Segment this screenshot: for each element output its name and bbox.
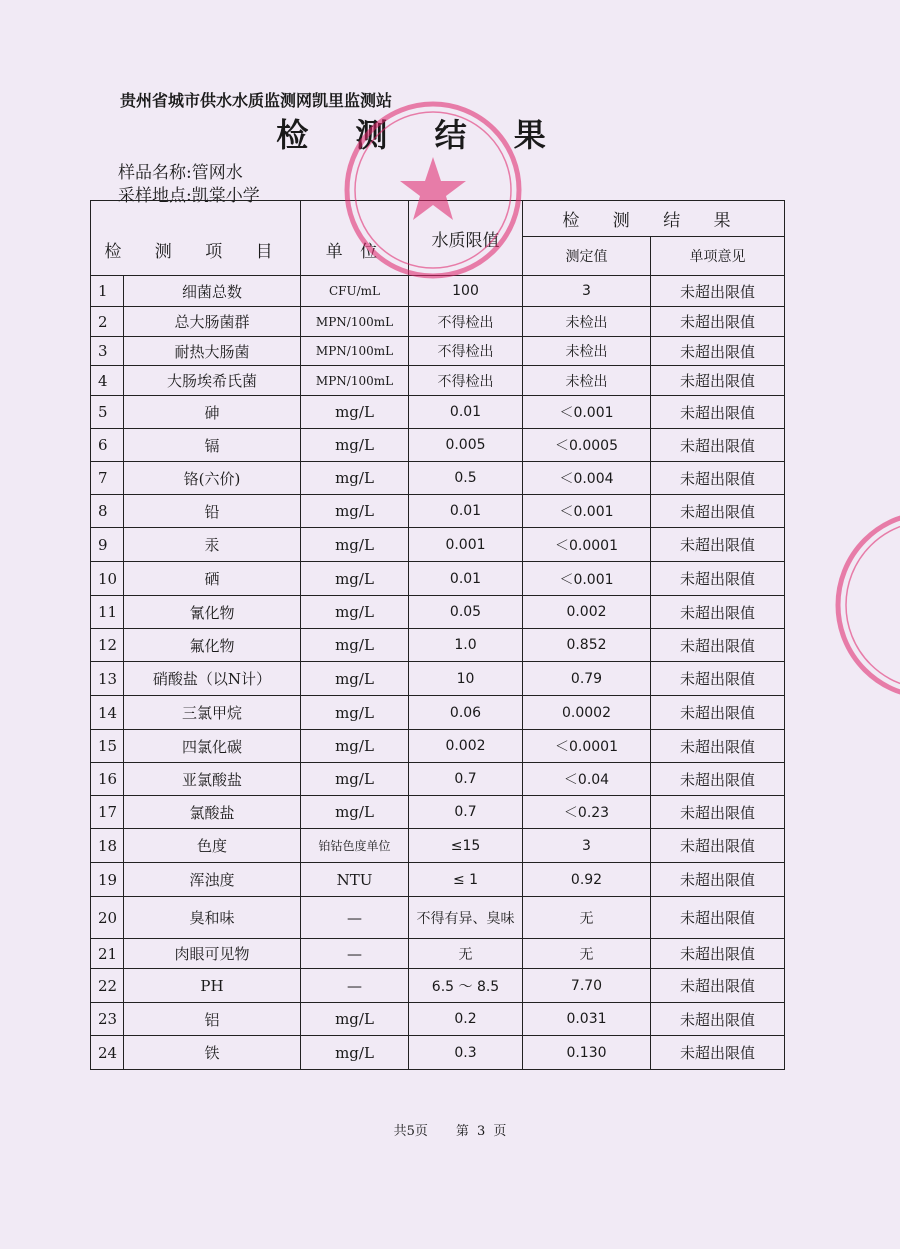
table-row (91, 939, 785, 969)
header-results: 检 测 结 果 (523, 201, 785, 237)
row-unit: mg/L (301, 596, 409, 629)
row-opinion: 未超出限值 (651, 763, 785, 796)
row-limit: 不得检出 (409, 337, 523, 366)
row-opinion: 未超出限值 (651, 696, 785, 730)
row-limit: 0.5 (409, 462, 523, 495)
row-measured: 3 (523, 276, 651, 307)
row-item: 铝 (124, 1003, 301, 1036)
row-opinion: 未超出限值 (651, 829, 785, 863)
row-measured: ＜0.0005 (523, 429, 651, 462)
row-unit: — (301, 897, 409, 939)
row-number: 4 (91, 366, 124, 396)
row-opinion: 未超出限值 (651, 897, 785, 939)
row-unit: MPN/100mL (301, 337, 409, 366)
row-item: 色度 (124, 829, 301, 863)
row-unit: mg/L (301, 796, 409, 829)
row-item: 细菌总数 (124, 276, 301, 307)
table-row (91, 495, 785, 528)
row-measured: 无 (523, 939, 651, 969)
sample-name-value: 管网水 (191, 163, 243, 183)
row-opinion: 未超出限值 (651, 796, 785, 829)
row-measured: ＜0.0001 (523, 730, 651, 763)
row-unit: — (301, 969, 409, 1003)
row-unit: mg/L (301, 696, 409, 730)
row-measured: ＜0.001 (523, 495, 651, 528)
row-opinion: 未超出限值 (651, 396, 785, 429)
row-number: 15 (91, 730, 124, 763)
row-measured: ＜0.0001 (523, 528, 651, 562)
row-number: 3 (91, 337, 124, 366)
row-measured: ＜0.04 (523, 763, 651, 796)
header-opinion: 单项意见 (651, 237, 785, 276)
row-number: 17 (91, 796, 124, 829)
row-number: 24 (91, 1036, 124, 1070)
row-unit: mg/L (301, 629, 409, 662)
row-measured: 0.0002 (523, 696, 651, 730)
table-row (91, 796, 785, 829)
row-item: 亚氯酸盐 (124, 763, 301, 796)
row-opinion: 未超出限值 (651, 276, 785, 307)
header-item: 检 测 项 目 (91, 201, 301, 276)
row-unit: mg/L (301, 495, 409, 528)
row-opinion: 未超出限值 (651, 366, 785, 396)
row-number: 22 (91, 969, 124, 1003)
table-row (91, 897, 785, 939)
row-limit: 0.05 (409, 596, 523, 629)
row-opinion: 未超出限值 (651, 495, 785, 528)
row-opinion: 未超出限值 (651, 596, 785, 629)
table-row (91, 696, 785, 730)
row-limit: 无 (409, 939, 523, 969)
row-limit: 10 (409, 662, 523, 696)
row-measured: 3 (523, 829, 651, 863)
row-opinion: 未超出限值 (651, 528, 785, 562)
table-row (91, 337, 785, 366)
row-limit: 0.06 (409, 696, 523, 730)
row-unit: mg/L (301, 1003, 409, 1036)
table-row (91, 462, 785, 495)
row-item: 氯酸盐 (124, 796, 301, 829)
row-measured: 未检出 (523, 366, 651, 396)
sample-name-line (118, 158, 243, 183)
row-measured: 0.92 (523, 863, 651, 897)
row-limit: 0.001 (409, 528, 523, 562)
row-item: 大肠埃希氏菌 (124, 366, 301, 396)
row-measured: 0.130 (523, 1036, 651, 1070)
table-row (91, 429, 785, 462)
row-unit: mg/L (301, 662, 409, 696)
row-number: 20 (91, 897, 124, 939)
row-number: 11 (91, 596, 124, 629)
table-row (91, 1036, 785, 1070)
row-item: 铁 (124, 1036, 301, 1070)
row-limit: 0.7 (409, 763, 523, 796)
row-measured: ＜0.001 (523, 562, 651, 596)
row-item: 肉眼可见物 (124, 939, 301, 969)
row-limit: 不得有异、臭味 (409, 897, 523, 939)
row-opinion: 未超出限值 (651, 429, 785, 462)
row-item: 镉 (124, 429, 301, 462)
page-title: 检 测 结 果 (276, 116, 564, 154)
row-measured: 未检出 (523, 307, 651, 337)
row-number: 18 (91, 829, 124, 863)
table-row (91, 829, 785, 863)
row-limit: 0.01 (409, 562, 523, 596)
sampling-site-value: 凯棠小学 (191, 186, 260, 206)
table-row (91, 662, 785, 696)
row-limit: 不得检出 (409, 366, 523, 396)
total-pages: 共5页 (393, 1124, 428, 1139)
row-limit: 0.7 (409, 796, 523, 829)
row-item: 硝酸盐（以N计） (124, 662, 301, 696)
row-measured: 0.852 (523, 629, 651, 662)
row-number: 2 (91, 307, 124, 337)
row-measured: 7.70 (523, 969, 651, 1003)
row-item: 四氯化碳 (124, 730, 301, 763)
results-table (90, 200, 785, 1070)
table-row (91, 969, 785, 1003)
row-limit: ≤ 1 (409, 863, 523, 897)
row-number: 10 (91, 562, 124, 596)
row-limit: 1.0 (409, 629, 523, 662)
header-limit: 水质限值 (409, 201, 523, 276)
row-item: 氰化物 (124, 596, 301, 629)
row-unit: mg/L (301, 462, 409, 495)
table-row (91, 863, 785, 897)
row-item: 耐热大肠菌 (124, 337, 301, 366)
row-item: 三氯甲烷 (124, 696, 301, 730)
row-limit: 0.005 (409, 429, 523, 462)
organization-name: 贵州省城市供水水质监测网凯里监测站 (120, 91, 393, 110)
row-limit: ≤15 (409, 829, 523, 863)
row-opinion: 未超出限值 (651, 562, 785, 596)
row-limit: 0.2 (409, 1003, 523, 1036)
table-row (91, 307, 785, 337)
row-unit: MPN/100mL (301, 307, 409, 337)
row-number: 6 (91, 429, 124, 462)
row-item: 硒 (124, 562, 301, 596)
row-measured: 0.031 (523, 1003, 651, 1036)
row-number: 8 (91, 495, 124, 528)
row-item: 氟化物 (124, 629, 301, 662)
table-row (91, 528, 785, 562)
row-item: 铬(六价) (124, 462, 301, 495)
table-row (91, 596, 785, 629)
table-row (91, 730, 785, 763)
row-number: 23 (91, 1003, 124, 1036)
row-unit: CFU/mL (301, 276, 409, 307)
row-unit: MPN/100mL (301, 366, 409, 396)
row-unit: — (301, 939, 409, 969)
row-number: 7 (91, 462, 124, 495)
edge-seal-stamp (830, 505, 900, 705)
row-item: 砷 (124, 396, 301, 429)
header-measured: 测定值 (523, 237, 651, 276)
row-limit: 0.01 (409, 396, 523, 429)
row-number: 9 (91, 528, 124, 562)
row-measured: 0.002 (523, 596, 651, 629)
row-limit: 0.002 (409, 730, 523, 763)
row-number: 1 (91, 276, 124, 307)
row-limit: 6.5 ～ 8.5 (409, 969, 523, 1003)
table-row (91, 366, 785, 396)
row-number: 5 (91, 396, 124, 429)
row-number: 19 (91, 863, 124, 897)
row-opinion: 未超出限值 (651, 939, 785, 969)
row-item: 总大肠菌群 (124, 307, 301, 337)
row-number: 21 (91, 939, 124, 969)
row-opinion: 未超出限值 (651, 969, 785, 1003)
table-row (91, 562, 785, 596)
row-opinion: 未超出限值 (651, 863, 785, 897)
table-row (91, 763, 785, 796)
row-measured: 未检出 (523, 337, 651, 366)
row-unit: mg/L (301, 528, 409, 562)
row-number: 16 (91, 763, 124, 796)
row-item: 浑浊度 (124, 863, 301, 897)
table-row (91, 396, 785, 429)
row-opinion: 未超出限值 (651, 730, 785, 763)
table-row (91, 1003, 785, 1036)
row-opinion: 未超出限值 (651, 662, 785, 696)
row-opinion: 未超出限值 (651, 629, 785, 662)
row-unit: mg/L (301, 396, 409, 429)
row-opinion: 未超出限值 (651, 337, 785, 366)
row-unit: mg/L (301, 562, 409, 596)
row-limit: 0.3 (409, 1036, 523, 1070)
row-opinion: 未超出限值 (651, 1003, 785, 1036)
row-unit: mg/L (301, 1036, 409, 1070)
row-unit: NTU (301, 863, 409, 897)
row-measured: ＜0.23 (523, 796, 651, 829)
row-item: PH (124, 969, 301, 1003)
header-unit: 单 位 (301, 201, 409, 276)
row-opinion: 未超出限值 (651, 307, 785, 337)
table-row (91, 276, 785, 307)
sample-name-label: 样品名称: (118, 163, 192, 183)
page-number: 第 3 页 (455, 1124, 507, 1139)
row-measured: ＜0.001 (523, 396, 651, 429)
row-unit: 铂钴色度单位 (301, 829, 409, 863)
row-measured: 0.79 (523, 662, 651, 696)
row-unit: mg/L (301, 730, 409, 763)
row-limit: 0.01 (409, 495, 523, 528)
row-limit: 不得检出 (409, 307, 523, 337)
row-opinion: 未超出限值 (651, 462, 785, 495)
page-footer (0, 1120, 900, 1139)
row-item: 汞 (124, 528, 301, 562)
row-measured: 无 (523, 897, 651, 939)
row-unit: mg/L (301, 429, 409, 462)
row-opinion: 未超出限值 (651, 1036, 785, 1070)
sampling-site-label: 采样地点: (118, 186, 192, 206)
row-limit: 100 (409, 276, 523, 307)
row-item: 铅 (124, 495, 301, 528)
row-number: 14 (91, 696, 124, 730)
row-item: 臭和味 (124, 897, 301, 939)
row-measured: ＜0.004 (523, 462, 651, 495)
results-body (91, 276, 785, 1070)
table-row (91, 629, 785, 662)
row-number: 12 (91, 629, 124, 662)
row-number: 13 (91, 662, 124, 696)
row-unit: mg/L (301, 763, 409, 796)
